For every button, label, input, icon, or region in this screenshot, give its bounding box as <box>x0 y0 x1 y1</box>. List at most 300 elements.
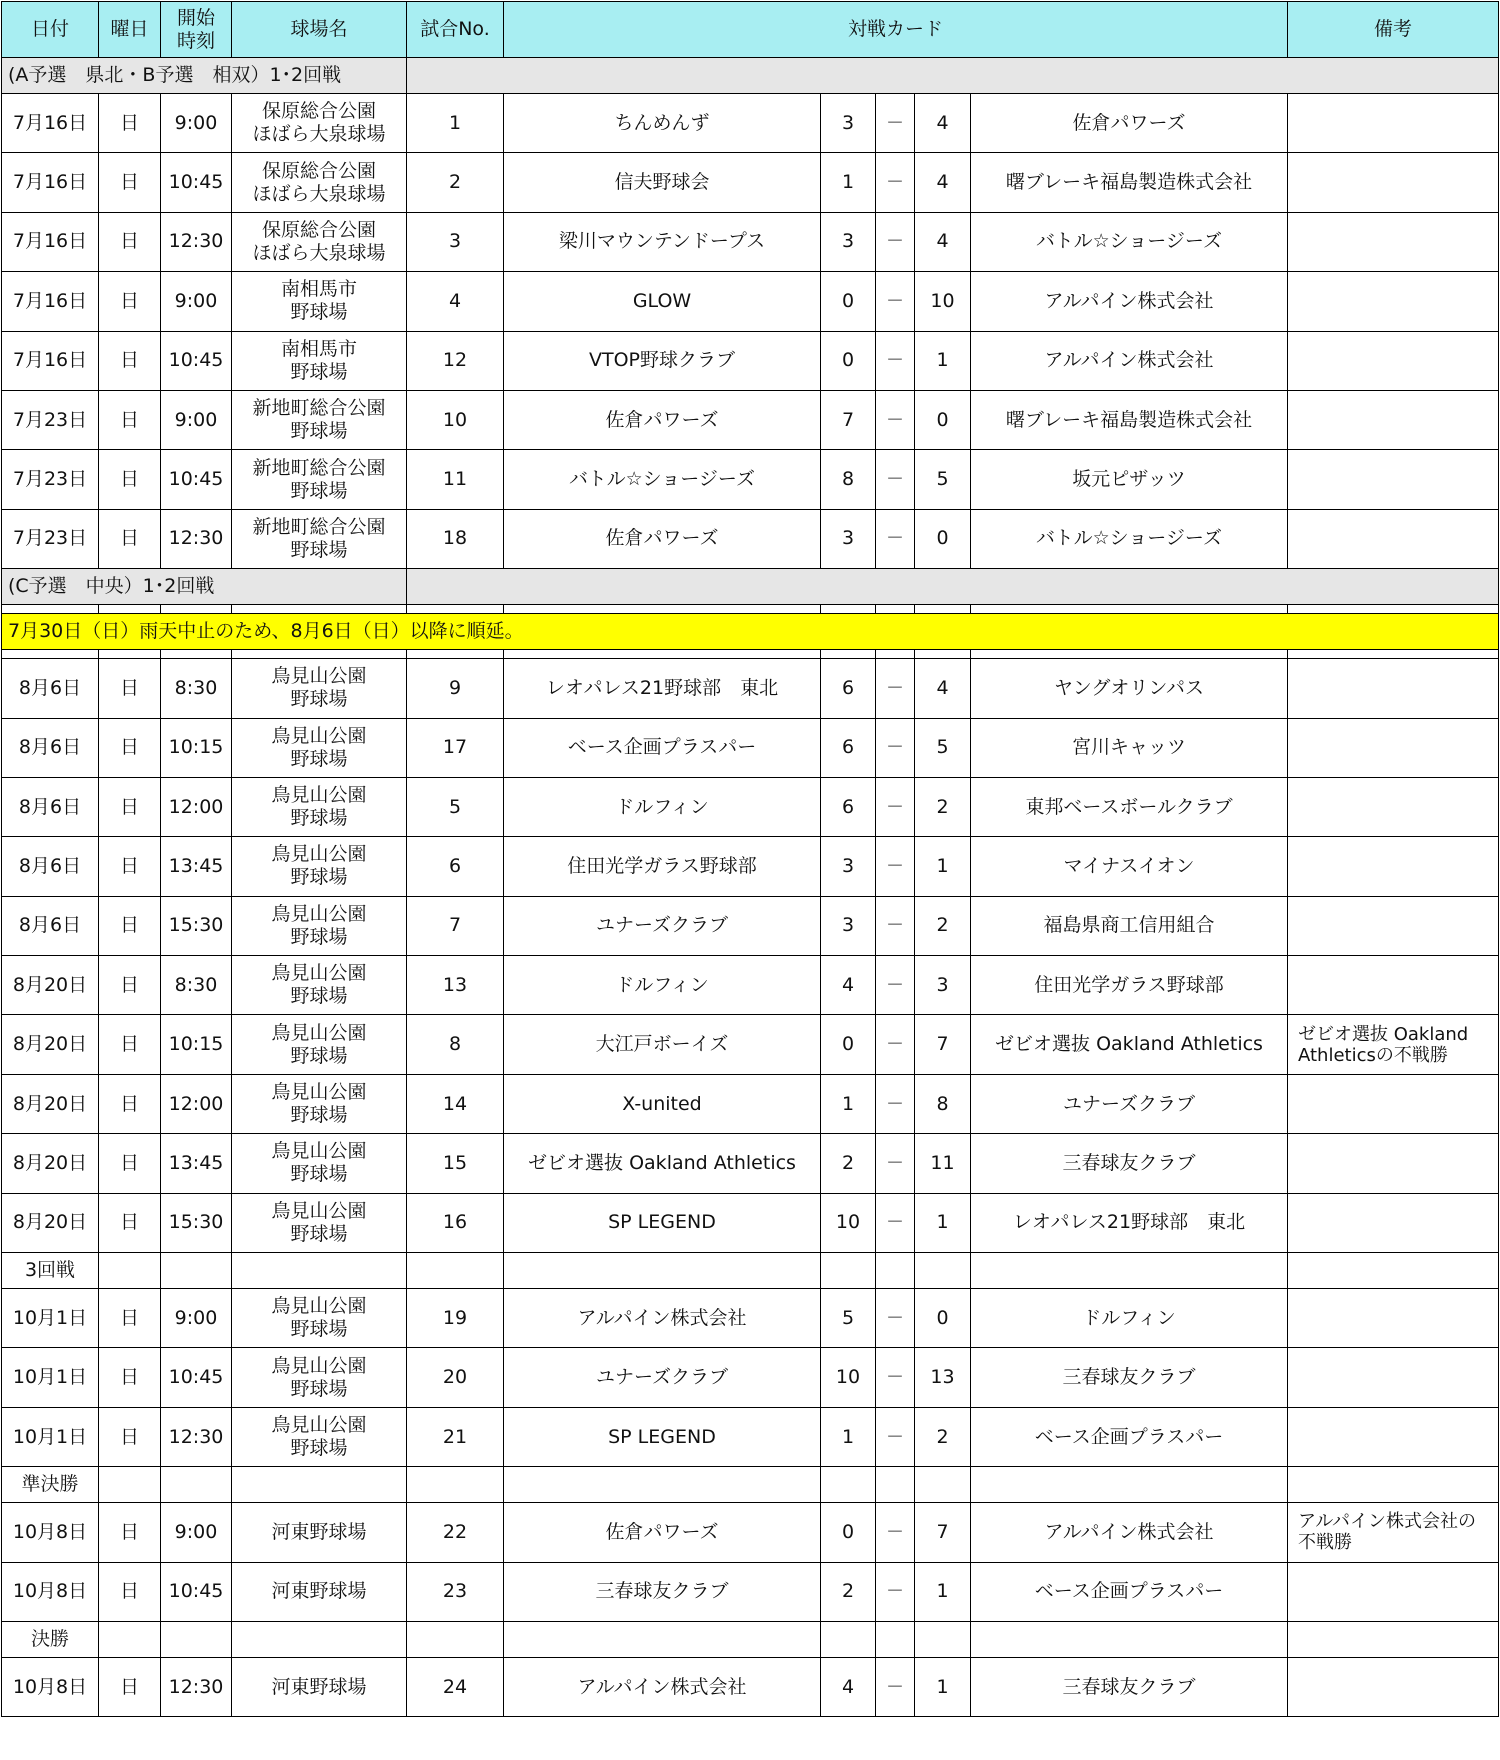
away-team: バトル☆ショージーズ <box>971 509 1288 568</box>
away-team: 福島県商工信用組合 <box>971 896 1288 955</box>
away-score: 7 <box>915 1015 971 1074</box>
away-team: 三春球友クラブ <box>971 1657 1288 1716</box>
home-score: 1 <box>821 1074 876 1133</box>
away-score: 1 <box>915 837 971 896</box>
time-cell: 8:30 <box>161 956 232 1015</box>
home-score: 1 <box>821 1407 876 1466</box>
time-cell: 9:00 <box>161 1289 232 1348</box>
time-cell: 9:00 <box>161 272 232 331</box>
venue-cell: 鳥見山公園 野球場 <box>232 956 407 1015</box>
time-cell: 12:30 <box>161 212 232 271</box>
away-team: アルパイン株式会社 <box>971 1503 1288 1562</box>
dow-cell: 日 <box>99 659 161 718</box>
dow-cell: 日 <box>99 390 161 449</box>
stage-label: 3回戦 <box>2 1253 99 1289</box>
dow-cell: 日 <box>99 896 161 955</box>
away-score: 1 <box>915 1657 971 1716</box>
note-cell <box>1288 1407 1499 1466</box>
time-cell: 10:45 <box>161 153 232 212</box>
away-score: 1 <box>915 331 971 390</box>
time-cell: 15:30 <box>161 896 232 955</box>
section-row <box>2 569 1499 605</box>
home-team: ベース企画プラスパー <box>504 718 821 777</box>
home-team: 三春球友クラブ <box>504 1562 821 1621</box>
away-score: 0 <box>915 509 971 568</box>
game-no-cell: 20 <box>407 1348 504 1407</box>
date-cell: 7月23日 <box>2 450 99 509</box>
section-label: (A予選 県北・B予選 相双）1･2回戦 <box>2 58 407 94</box>
section-filler <box>407 569 1499 605</box>
venue-cell: 鳥見山公園 野球場 <box>232 1193 407 1252</box>
score-dash: － <box>876 1015 915 1074</box>
note-cell <box>1288 331 1499 390</box>
dow-cell: 日 <box>99 153 161 212</box>
venue-cell: 鳥見山公園 野球場 <box>232 837 407 896</box>
empty-cell <box>971 1253 1288 1289</box>
empty-cell <box>232 650 407 659</box>
away-score: 4 <box>915 659 971 718</box>
note-cell: ゼビオ選抜 Oakland Athleticsの不戦勝 <box>1288 1015 1499 1074</box>
time-cell: 10:45 <box>161 450 232 509</box>
empty-cell <box>407 650 504 659</box>
table-row <box>2 837 1499 896</box>
empty-cell <box>232 1253 407 1289</box>
empty-cell <box>1288 1253 1499 1289</box>
home-team: バトル☆ショージーズ <box>504 450 821 509</box>
dow-cell: 日 <box>99 1074 161 1133</box>
stage-row <box>2 1467 1499 1503</box>
time-cell: 13:45 <box>161 837 232 896</box>
venue-cell: 新地町総合公園 野球場 <box>232 450 407 509</box>
away-score: 2 <box>915 777 971 836</box>
away-team: アルパイン株式会社 <box>971 272 1288 331</box>
away-score: 3 <box>915 956 971 1015</box>
empty-cell <box>99 650 161 659</box>
empty-cell <box>161 605 232 614</box>
time-cell: 9:00 <box>161 1503 232 1562</box>
date-cell: 7月16日 <box>2 94 99 153</box>
empty-cell <box>915 1253 971 1289</box>
score-dash: － <box>876 1348 915 1407</box>
score-dash: － <box>876 1407 915 1466</box>
empty-cell <box>1288 1621 1499 1657</box>
dow-cell: 日 <box>99 272 161 331</box>
score-dash: － <box>876 659 915 718</box>
section-row <box>2 58 1499 94</box>
table-row <box>2 896 1499 955</box>
empty-cell <box>232 605 407 614</box>
section-label: (C予選 中央）1･2回戦 <box>2 569 407 605</box>
away-score: 4 <box>915 94 971 153</box>
empty-cell <box>821 1621 876 1657</box>
home-score: 4 <box>821 956 876 1015</box>
time-cell: 12:00 <box>161 1074 232 1133</box>
away-team: ドルフィン <box>971 1289 1288 1348</box>
empty-cell <box>876 605 915 614</box>
time-cell: 15:30 <box>161 1193 232 1252</box>
empty-cell <box>161 1621 232 1657</box>
stage-label: 準決勝 <box>2 1467 99 1503</box>
game-no-cell: 8 <box>407 1015 504 1074</box>
home-team: ゼビオ選抜 Oakland Athletics <box>504 1134 821 1193</box>
empty-cell <box>407 605 504 614</box>
date-cell: 7月16日 <box>2 153 99 212</box>
date-cell: 8月6日 <box>2 777 99 836</box>
note-cell <box>1288 272 1499 331</box>
table-row <box>2 1134 1499 1193</box>
game-no-cell: 14 <box>407 1074 504 1133</box>
away-team: ユナーズクラブ <box>971 1074 1288 1133</box>
date-cell: 10月8日 <box>2 1657 99 1716</box>
dow-cell: 日 <box>99 718 161 777</box>
empty-cell <box>2 650 99 659</box>
date-cell: 7月16日 <box>2 212 99 271</box>
empty-cell <box>407 1621 504 1657</box>
away-team: レオパレス21野球部 東北 <box>971 1193 1288 1252</box>
note-cell: アルパイン株式会社の 不戦勝 <box>1288 1503 1499 1562</box>
header-start: 開始 時刻 <box>161 2 232 58</box>
empty-cell <box>915 650 971 659</box>
away-score: 2 <box>915 1407 971 1466</box>
note-cell <box>1288 509 1499 568</box>
date-cell: 10月1日 <box>2 1289 99 1348</box>
score-dash: － <box>876 1134 915 1193</box>
dow-cell: 日 <box>99 212 161 271</box>
time-cell: 10:45 <box>161 1562 232 1621</box>
empty-cell <box>504 1253 821 1289</box>
home-score: 3 <box>821 509 876 568</box>
note-cell <box>1288 1134 1499 1193</box>
score-dash: － <box>876 1074 915 1133</box>
away-team: バトル☆ショージーズ <box>971 212 1288 271</box>
date-cell: 8月6日 <box>2 837 99 896</box>
note-cell <box>1288 1657 1499 1716</box>
game-no-cell: 13 <box>407 956 504 1015</box>
home-score: 1 <box>821 153 876 212</box>
home-score: 0 <box>821 272 876 331</box>
table-row <box>2 1289 1499 1348</box>
venue-cell: 新地町総合公園 野球場 <box>232 509 407 568</box>
venue-cell: 鳥見山公園 野球場 <box>232 718 407 777</box>
venue-cell: 保原総合公園 ほばら大泉球場 <box>232 212 407 271</box>
note-cell <box>1288 718 1499 777</box>
empty-cell <box>915 1621 971 1657</box>
notice-row <box>2 614 1499 650</box>
away-team: ヤングオリンパス <box>971 659 1288 718</box>
table-row <box>2 390 1499 449</box>
dow-cell: 日 <box>99 956 161 1015</box>
note-cell <box>1288 390 1499 449</box>
dow-cell: 日 <box>99 331 161 390</box>
game-no-cell: 19 <box>407 1289 504 1348</box>
time-cell: 12:00 <box>161 777 232 836</box>
home-score: 3 <box>821 896 876 955</box>
empty-cell <box>876 650 915 659</box>
dow-cell: 日 <box>99 1193 161 1252</box>
away-team: 坂元ピザッツ <box>971 450 1288 509</box>
note-cell <box>1288 450 1499 509</box>
empty-cell <box>161 1253 232 1289</box>
away-score: 13 <box>915 1348 971 1407</box>
home-team: ちんめんず <box>504 94 821 153</box>
away-team: ベース企画プラスパー <box>971 1562 1288 1621</box>
dow-cell: 日 <box>99 1289 161 1348</box>
home-team: X-united <box>504 1074 821 1133</box>
date-cell: 8月20日 <box>2 1074 99 1133</box>
score-dash: － <box>876 837 915 896</box>
score-dash: － <box>876 1289 915 1348</box>
home-score: 4 <box>821 1657 876 1716</box>
time-cell: 12:30 <box>161 1657 232 1716</box>
away-team: 宮川キャッツ <box>971 718 1288 777</box>
score-dash: － <box>876 718 915 777</box>
date-cell: 8月20日 <box>2 1015 99 1074</box>
home-score: 3 <box>821 212 876 271</box>
game-no-cell: 5 <box>407 777 504 836</box>
home-score: 8 <box>821 450 876 509</box>
home-team: アルパイン株式会社 <box>504 1657 821 1716</box>
schedule-table <box>1 1 1499 1717</box>
game-no-cell: 7 <box>407 896 504 955</box>
date-cell: 10月1日 <box>2 1348 99 1407</box>
home-team: VTOP野球クラブ <box>504 331 821 390</box>
away-team: 曙ブレーキ福島製造株式会社 <box>971 390 1288 449</box>
away-team: ベース企画プラスパー <box>971 1407 1288 1466</box>
header-venue: 球場名 <box>232 2 407 58</box>
date-cell: 8月20日 <box>2 956 99 1015</box>
home-score: 2 <box>821 1134 876 1193</box>
empty-cell <box>232 1621 407 1657</box>
venue-cell: 河東野球場 <box>232 1562 407 1621</box>
date-cell: 8月6日 <box>2 896 99 955</box>
empty-cell <box>1288 605 1499 614</box>
table-row <box>2 718 1499 777</box>
empty-cell <box>504 1467 821 1503</box>
note-cell <box>1288 659 1499 718</box>
empty-cell <box>876 1467 915 1503</box>
time-cell: 12:30 <box>161 509 232 568</box>
home-team: ドルフィン <box>504 777 821 836</box>
empty-cell <box>821 1467 876 1503</box>
table-row <box>2 331 1499 390</box>
note-cell <box>1288 212 1499 271</box>
venue-cell: 鳥見山公園 野球場 <box>232 1074 407 1133</box>
away-team: 三春球友クラブ <box>971 1348 1288 1407</box>
away-score: 5 <box>915 450 971 509</box>
home-team: 梁川マウンテンドープス <box>504 212 821 271</box>
date-cell: 7月16日 <box>2 272 99 331</box>
game-no-cell: 10 <box>407 390 504 449</box>
note-cell <box>1288 837 1499 896</box>
dow-cell: 日 <box>99 1015 161 1074</box>
score-dash: － <box>876 1503 915 1562</box>
game-no-cell: 22 <box>407 1503 504 1562</box>
table-row <box>2 956 1499 1015</box>
table-row <box>2 212 1499 271</box>
score-dash: － <box>876 390 915 449</box>
away-team: 曙ブレーキ福島製造株式会社 <box>971 153 1288 212</box>
date-cell: 8月20日 <box>2 1193 99 1252</box>
empty-cell <box>504 605 821 614</box>
home-score: 0 <box>821 1503 876 1562</box>
dow-cell: 日 <box>99 1407 161 1466</box>
score-dash: － <box>876 509 915 568</box>
header-card: 対戦カード <box>504 2 1288 58</box>
home-team: アルパイン株式会社 <box>504 1289 821 1348</box>
score-dash: － <box>876 450 915 509</box>
table-row <box>2 450 1499 509</box>
empty-cell <box>915 605 971 614</box>
home-score: 6 <box>821 718 876 777</box>
game-no-cell: 23 <box>407 1562 504 1621</box>
empty-cell <box>971 1621 1288 1657</box>
dow-cell: 日 <box>99 1562 161 1621</box>
game-no-cell: 21 <box>407 1407 504 1466</box>
venue-cell: 鳥見山公園 野球場 <box>232 1348 407 1407</box>
table-row <box>2 1657 1499 1716</box>
away-score: 10 <box>915 272 971 331</box>
empty-cell <box>876 1621 915 1657</box>
table-row <box>2 153 1499 212</box>
header-date: 日付 <box>2 2 99 58</box>
table-row <box>2 659 1499 718</box>
venue-cell: 保原総合公園 ほばら大泉球場 <box>232 94 407 153</box>
empty-cell <box>876 1253 915 1289</box>
game-no-cell: 17 <box>407 718 504 777</box>
stage-row <box>2 1621 1499 1657</box>
venue-cell: 新地町総合公園 野球場 <box>232 390 407 449</box>
game-no-cell: 12 <box>407 331 504 390</box>
spacer-row <box>2 650 1499 659</box>
note-cell <box>1288 94 1499 153</box>
away-score: 4 <box>915 153 971 212</box>
dow-cell: 日 <box>99 1657 161 1716</box>
game-no-cell: 24 <box>407 1657 504 1716</box>
empty-cell <box>915 1467 971 1503</box>
table-row <box>2 1015 1499 1074</box>
venue-cell: 鳥見山公園 野球場 <box>232 1407 407 1466</box>
home-team: 大江戸ボーイズ <box>504 1015 821 1074</box>
venue-cell: 南相馬市 野球場 <box>232 331 407 390</box>
away-score: 0 <box>915 390 971 449</box>
empty-cell <box>99 1467 161 1503</box>
time-cell: 12:30 <box>161 1407 232 1466</box>
note-cell <box>1288 1348 1499 1407</box>
empty-cell <box>99 1621 161 1657</box>
empty-cell <box>407 1253 504 1289</box>
venue-cell: 河東野球場 <box>232 1657 407 1716</box>
venue-cell: 鳥見山公園 野球場 <box>232 1289 407 1348</box>
date-cell: 7月23日 <box>2 509 99 568</box>
venue-cell: 鳥見山公園 野球場 <box>232 777 407 836</box>
empty-cell <box>161 1467 232 1503</box>
table-row <box>2 1407 1499 1466</box>
date-cell: 8月6日 <box>2 659 99 718</box>
away-score: 11 <box>915 1134 971 1193</box>
empty-cell <box>99 1253 161 1289</box>
game-no-cell: 18 <box>407 509 504 568</box>
time-cell: 8:30 <box>161 659 232 718</box>
away-score: 5 <box>915 718 971 777</box>
date-cell: 7月16日 <box>2 331 99 390</box>
empty-cell <box>504 650 821 659</box>
home-score: 10 <box>821 1193 876 1252</box>
home-score: 6 <box>821 659 876 718</box>
score-dash: － <box>876 896 915 955</box>
dow-cell: 日 <box>99 1503 161 1562</box>
away-score: 7 <box>915 1503 971 1562</box>
dow-cell: 日 <box>99 837 161 896</box>
home-team: SP LEGEND <box>504 1193 821 1252</box>
score-dash: － <box>876 1562 915 1621</box>
game-no-cell: 11 <box>407 450 504 509</box>
venue-cell: 鳥見山公園 野球場 <box>232 659 407 718</box>
empty-cell <box>99 605 161 614</box>
table-row <box>2 1562 1499 1621</box>
home-score: 3 <box>821 94 876 153</box>
table-row <box>2 509 1499 568</box>
time-cell: 10:45 <box>161 331 232 390</box>
game-no-cell: 15 <box>407 1134 504 1193</box>
away-score: 2 <box>915 896 971 955</box>
home-team: 住田光学ガラス野球部 <box>504 837 821 896</box>
game-no-cell: 9 <box>407 659 504 718</box>
score-dash: － <box>876 777 915 836</box>
table-row <box>2 1503 1499 1562</box>
table-row <box>2 777 1499 836</box>
header-game-no: 試合No. <box>407 2 504 58</box>
header-note: 備考 <box>1288 2 1499 58</box>
dow-cell: 日 <box>99 1134 161 1193</box>
dow-cell: 日 <box>99 777 161 836</box>
date-cell: 10月8日 <box>2 1503 99 1562</box>
score-dash: － <box>876 94 915 153</box>
game-no-cell: 6 <box>407 837 504 896</box>
venue-cell: 鳥見山公園 野球場 <box>232 1015 407 1074</box>
empty-cell <box>971 605 1288 614</box>
game-no-cell: 16 <box>407 1193 504 1252</box>
home-team: ユナーズクラブ <box>504 1348 821 1407</box>
note-cell <box>1288 1289 1499 1348</box>
note-cell <box>1288 153 1499 212</box>
away-score: 0 <box>915 1289 971 1348</box>
score-dash: － <box>876 331 915 390</box>
home-team: ドルフィン <box>504 956 821 1015</box>
note-cell <box>1288 956 1499 1015</box>
venue-cell: 鳥見山公園 野球場 <box>232 896 407 955</box>
header-dow: 曜日 <box>99 2 161 58</box>
stage-label: 決勝 <box>2 1621 99 1657</box>
note-cell <box>1288 1193 1499 1252</box>
away-team: 東邦ベースボールクラブ <box>971 777 1288 836</box>
score-dash: － <box>876 272 915 331</box>
empty-cell <box>821 605 876 614</box>
dow-cell: 日 <box>99 509 161 568</box>
away-team: マイナスイオン <box>971 837 1288 896</box>
game-no-cell: 2 <box>407 153 504 212</box>
away-score: 1 <box>915 1193 971 1252</box>
venue-cell: 河東野球場 <box>232 1503 407 1562</box>
time-cell: 10:15 <box>161 1015 232 1074</box>
away-team: ゼビオ選抜 Oakland Athletics <box>971 1015 1288 1074</box>
empty-cell <box>971 1467 1288 1503</box>
table-row <box>2 94 1499 153</box>
empty-cell <box>1288 650 1499 659</box>
time-cell: 9:00 <box>161 390 232 449</box>
note-cell <box>1288 1562 1499 1621</box>
table-row <box>2 1348 1499 1407</box>
home-team: GLOW <box>504 272 821 331</box>
